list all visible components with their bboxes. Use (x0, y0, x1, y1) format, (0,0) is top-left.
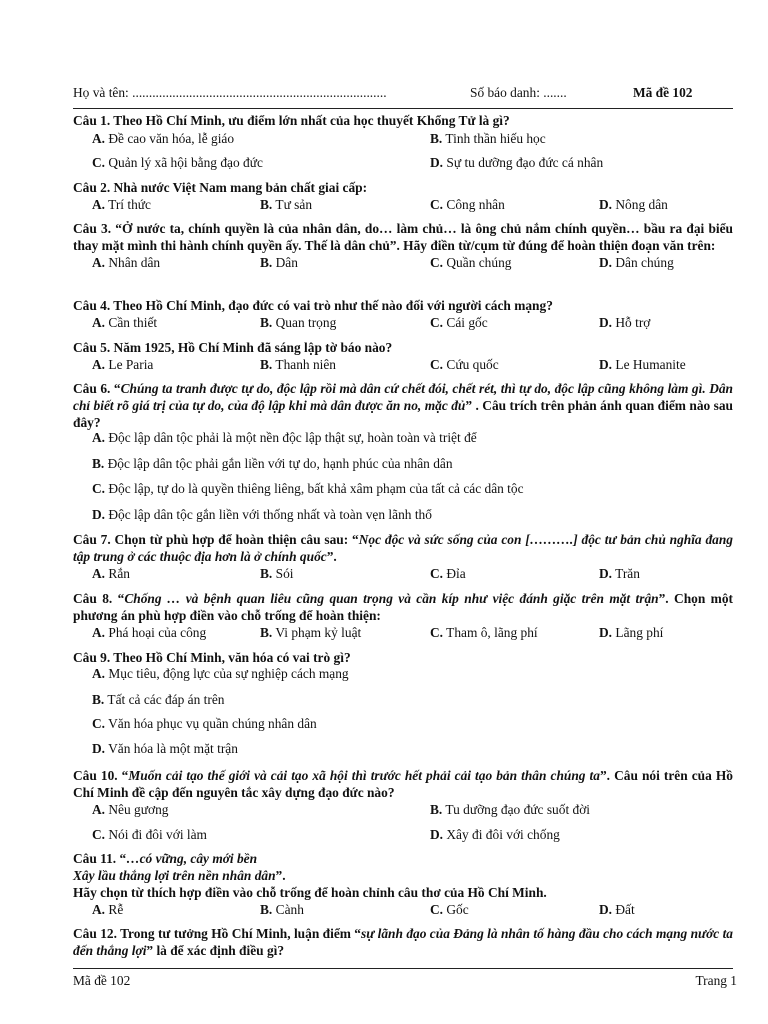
question-stem: Câu 5. Năm 1925, Hồ Chí Minh đã sáng lập tờ báo nào? (73, 340, 393, 355)
question-12 (73, 925, 733, 959)
question-stem: Câu 3. “Ở nước ta, chính quyền là của nhân dân, do… làm chủ… là ông chủ nắm chính quyền… bầu ra đại biểu thay mặt mình thi hành chính quyền ấy. Thế là dân chủ”. Hãy điền từ/cụm từ đúng để hoàn thiện đoạn văn trên: (73, 221, 733, 253)
option-a: A. Rễ (92, 902, 124, 917)
question-quote: Muốn cải tạo thế giới và cải tạo xã hội thì trước hết phải cải tạo bản thân chúng ta (128, 768, 600, 783)
question-stem-line: Xây lầu thắng lợi trên nền nhân dân”. (73, 868, 286, 883)
footer-rule (73, 968, 733, 969)
question-1 (73, 112, 733, 171)
question-7 (73, 531, 733, 582)
option-b: B. Thanh niên (260, 357, 337, 372)
option-a: A. Le Paria (92, 357, 154, 372)
options-row (73, 826, 733, 843)
option-c: C. Cứu quốc (430, 357, 499, 372)
option-b: B. Tất cả các đáp án trên (92, 692, 225, 707)
exam-header (73, 85, 733, 105)
question-quote: Chống … và bệnh quan liêu cũng quan trọng và cần kíp như việc đánh giặc trên mặt trận (124, 591, 659, 606)
options-row (73, 801, 733, 818)
question-stem-line: Hãy chọn từ thích hợp điền vào chỗ trống để hoàn chỉnh câu thơ của Hồ Chí Minh. (73, 885, 547, 900)
option-b: B. Sói (260, 566, 294, 581)
question-6 (73, 380, 733, 431)
exam-page (73, 0, 737, 1024)
option-c: C. Cái gốc (430, 315, 488, 330)
option-d: D. Dân chúng (599, 255, 674, 270)
option-b: B. Quan trọng (260, 315, 337, 330)
option-d: D. Lãng phí (599, 625, 664, 640)
option-b: B. Tư sản (260, 197, 313, 212)
option-d: D. Trăn (599, 566, 640, 581)
option-a: A. Nhân dân (92, 255, 161, 270)
option-b: B. Vi phạm kỷ luật (260, 625, 362, 640)
header-rule (73, 108, 733, 109)
question-9 (73, 649, 733, 666)
question-quote: sự lãnh đạo của Đảng là nhân tố hàng đầu cho cách mạng nước ta đến thắng lợi (73, 926, 734, 958)
option-a: A. Trí thức (92, 197, 151, 212)
question-3 (73, 220, 733, 271)
option-b: B. Tu dưỡng đạo đức suốt đời (430, 802, 591, 817)
options-row (73, 196, 733, 213)
option-c: C. Quần chúng (430, 255, 512, 270)
candidate-number-field: Số báo danh: ....... (470, 85, 567, 100)
option-b: B. Cành (260, 902, 304, 917)
option-b: B. Độc lập dân tộc phải gắn liền với tự do, hạnh phúc của nhân dân (92, 456, 453, 471)
question-quote: Nọc độc và sức sống của con [……….] độc tư bản chủ nghĩa đang tập trung ở các thuộc địa hơn là ở chính quốc (73, 532, 733, 564)
option-c: C. Tham ô, lãng phí (430, 625, 538, 640)
option-c: C. Công nhân (430, 197, 505, 212)
page-number: Trang 1 (695, 973, 737, 988)
option-d: D. Le Humanite (599, 357, 686, 372)
option-d: D. Xây đi đôi với chống (430, 827, 560, 842)
option-a: A. Phá hoại của công (92, 625, 207, 640)
question-quote: Chúng ta tranh được tự do, độc lập rồi mà dân cứ chết đói, chết rét, thì tự do, độc lập cũng không làm gì. Dân chỉ biết rõ giá trị của tự do, của độ lập khi mà dân được ăn no, mặc đủ (73, 381, 734, 413)
options-row (73, 314, 733, 331)
option-c: C. Văn hóa phục vụ quần chúng nhân dân (92, 716, 317, 731)
option-b: B. Dân (260, 255, 298, 270)
question-stem: Câu 10. “Muốn cải tạo thế giới và cải tạo xã hội thì trước hết phải cải tạo bản thân chúng ta”. Câu nói trên của Hồ Chí Minh đề cập đến nguyên tắc xây dựng đạo đức nào? (73, 768, 733, 800)
option-d: D. Sự tu dưỡng đạo đức cá nhân (430, 155, 604, 170)
option-a: A. Nêu gương (92, 802, 169, 817)
question-stem: Câu 7. Chọn từ phù hợp để hoàn thiện câu sau: “Nọc độc và sức sống của con [……….] độc tư bản chủ nghĩa đang tập trung ở các thuộc địa hơn là ở chính quốc”. (73, 532, 733, 564)
question-5 (73, 339, 733, 373)
student-name-field: Họ và tên: ............................................................................ (73, 85, 387, 100)
question-stem: Câu 6. “Chúng ta tranh được tự do, độc lập rồi mà dân cứ chết đói, chết rét, thì tự do, độc lập cũng không làm gì. Dân chỉ biết rõ giá trị của tự do, của độ lập khi mà dân được ăn no, mặc đủ” . Câu trích trên phản ánh quan điểm nào sau đây? (73, 381, 734, 430)
page-footer (73, 973, 737, 991)
option-d: D. Độc lập dân tộc gắn liền với thống nhất và toàn vẹn lãnh thổ (92, 507, 432, 522)
options-row (73, 901, 733, 918)
option-d: D. Hỗ trợ (599, 315, 651, 330)
option-c: C. Quản lý xã hội bằng đạo đức (92, 155, 263, 170)
question-4 (73, 297, 733, 331)
question-stem: Câu 8. “Chống … và bệnh quan liêu cũng quan trọng và cần kíp như việc đánh giặc trên mặt trận”. Chọn một phương án phù hợp điền vào chỗ trống để hoàn thiện: (73, 591, 733, 623)
option-c: C. Đỉa (430, 566, 466, 581)
option-a: A. Mục tiêu, động lực của sự nghiệp cách mạng (92, 666, 349, 681)
question-quote: Xây lầu thắng lợi trên nền nhân dân (73, 868, 276, 883)
option-c: C. Nói đi đôi với làm (92, 827, 207, 842)
options-row (73, 356, 733, 373)
option-d: D. Văn hóa là một mặt trận (92, 741, 238, 756)
options-row (73, 154, 733, 171)
option-c: C. Gốc (430, 902, 469, 917)
question-stem: Câu 4. Theo Hồ Chí Minh, đạo đức có vai trò như thế nào đối với người cách mạng? (73, 298, 553, 313)
exam-code: Mã đề 102 (633, 85, 693, 100)
question-2 (73, 179, 733, 213)
question-stem: Câu 12. Trong tư tưởng Hồ Chí Minh, luận điểm “sự lãnh đạo của Đảng là nhân tố hàng đầu cho cách mạng nước ta đến thắng lợi” là để xác định điều gì? (73, 926, 734, 958)
footer-exam-code: Mã đề 102 (73, 973, 131, 988)
question-10 (73, 767, 733, 843)
options-row (73, 254, 733, 271)
question-8 (73, 590, 733, 641)
option-a: A. Độc lập dân tộc phải là một nền độc lập thật sự, hoàn toàn và triệt để (92, 430, 477, 445)
question-stem: Câu 1. Theo Hồ Chí Minh, ưu điểm lớn nhất của học thuyết Khổng Tử là gì? (73, 113, 510, 128)
question-stem: Câu 11. “…có vững, cây mới bền (73, 851, 258, 866)
option-a: A. Cần thiết (92, 315, 158, 330)
options-row (73, 130, 733, 147)
option-d: D. Nông dân (599, 197, 668, 212)
option-c: C. Độc lập, tự do là quyền thiêng liêng, bất khả xâm phạm của tất cả các dân tộc (92, 481, 524, 496)
question-quote: …có vững, cây mới bền (126, 851, 258, 866)
question-stem: Câu 9. Theo Hồ Chí Minh, văn hóa có vai trò gì? (73, 650, 351, 665)
option-a: A. Rắn (92, 566, 130, 581)
option-b: B. Tinh thần hiếu học (430, 131, 546, 146)
options-row (73, 565, 733, 582)
option-a: A. Đề cao văn hóa, lễ giáo (92, 131, 235, 146)
options-row (73, 624, 733, 641)
question-stem: Câu 2. Nhà nước Việt Nam mang bản chất giai cấp: (73, 180, 368, 195)
option-d: D. Đất (599, 902, 635, 917)
question-11 (73, 850, 733, 918)
